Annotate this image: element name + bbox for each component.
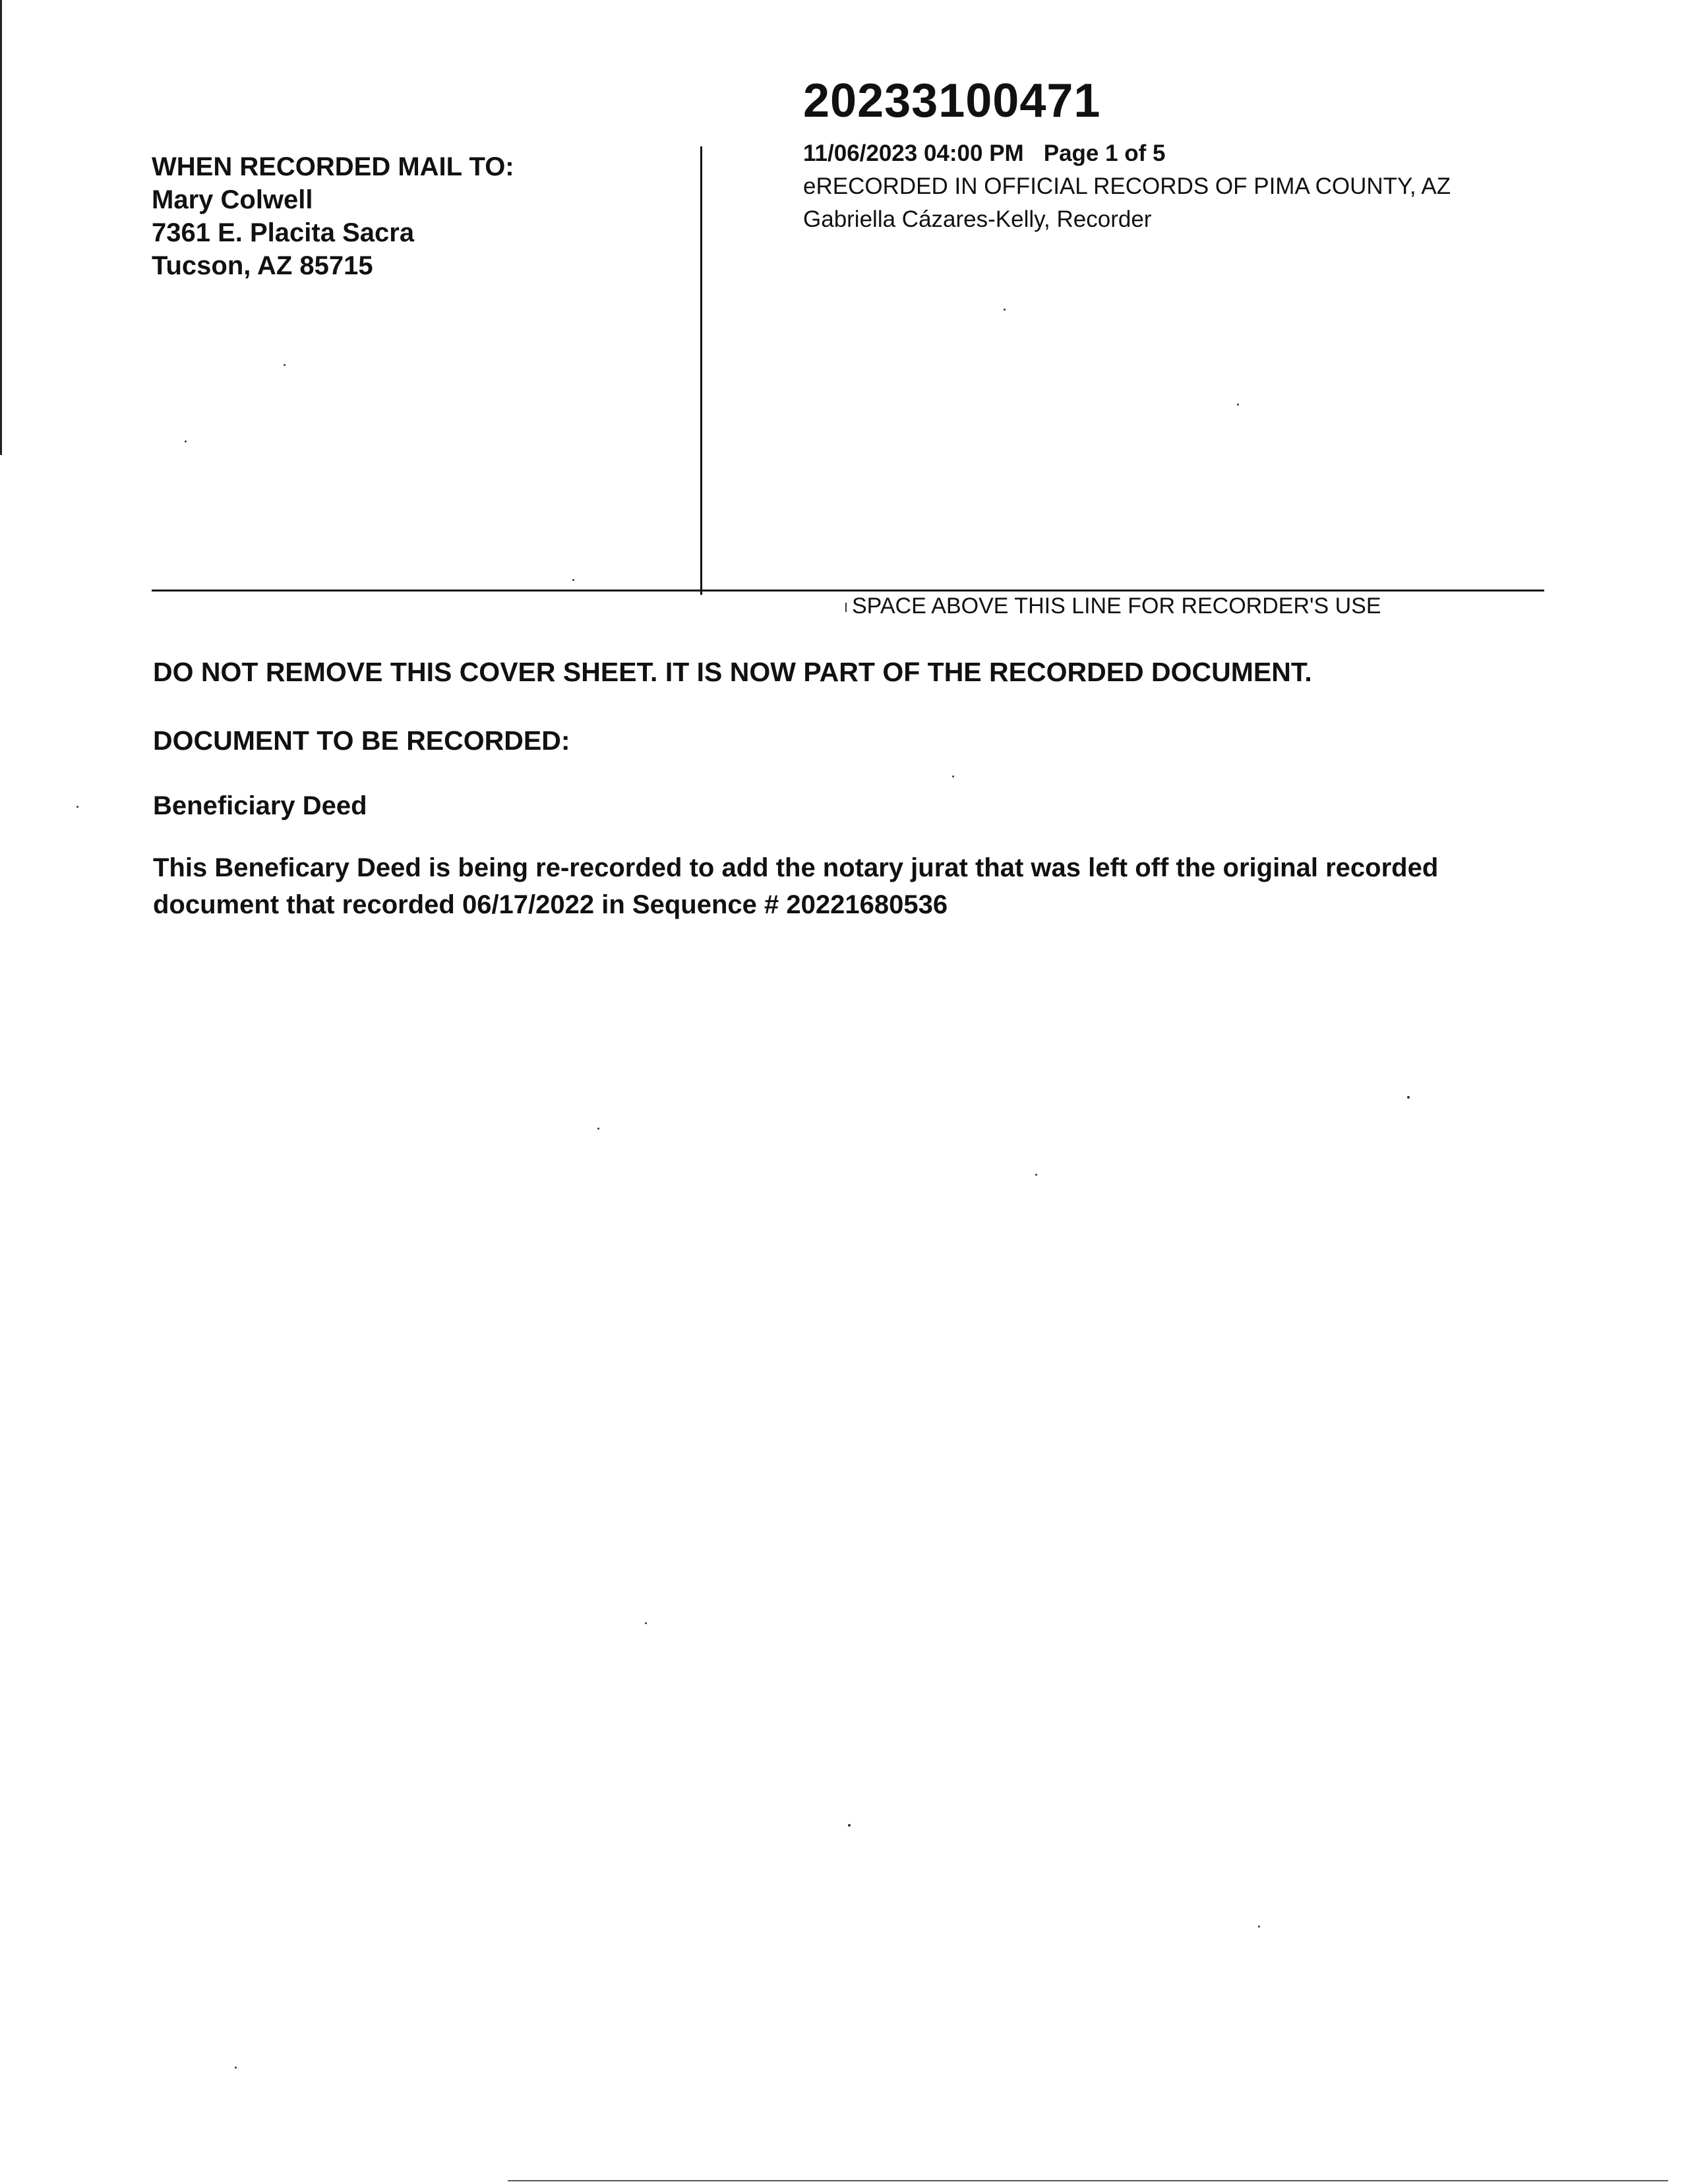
scan-edge-artifact [0,0,2,455]
scan-speck [185,440,187,442]
recording-number: 20233100471 [803,75,1101,127]
recorder-space-divider [152,590,1544,592]
mail-to-city: Tucson, AZ 85715 [152,251,373,280]
mail-to-name: Mary Colwell [152,185,313,214]
cover-sheet-notice: DO NOT REMOVE THIS COVER SHEET. IT IS NOW PART OF THE RECORDED DOCUMENT. [153,657,1312,687]
mail-to-street: 7361 E. Placita Sacra [152,218,415,247]
scan-speck [572,579,574,581]
scan-speck [1035,1174,1037,1176]
recorder-use-label: SPACE ABOVE THIS LINE FOR RECORDER'S USE [852,593,1381,619]
page-info: Page 1 of 5 [1043,140,1166,166]
recorder-name: Gabriella Cázares-Kelly, Recorder [803,206,1152,232]
recording-datetime: 11/06/2023 04:00 PM [803,140,1024,166]
scan-speck [645,1622,647,1624]
document-note [153,849,1538,923]
bottom-scan-line [508,2180,1668,2181]
document-heading: DOCUMENT TO BE RECORDED: [153,725,570,756]
scan-speck [1407,1096,1410,1099]
scan-speck [1258,1926,1260,1927]
scan-speck [1004,309,1006,311]
scan-speck [597,1128,599,1130]
scan-speck [284,364,286,366]
scan-speck [235,2067,237,2069]
scan-speck [76,806,78,808]
recording-info-block [803,137,1451,236]
recorded-in: eRECORDED IN OFFICIAL RECORDS OF PIMA COUNTY, AZ [803,173,1451,199]
scan-speck [1237,404,1239,406]
document-type: Beneficiary Deed [153,791,367,820]
scan-speck [952,775,954,777]
scan-speck [848,1824,851,1827]
document-note-line-1: This Beneficary Deed is being re-recorded to add the notary jurat that was left off the original recorded [153,853,1439,882]
mail-to-heading: WHEN RECORDED MAIL TO: [152,152,514,181]
mail-to-block [152,150,514,282]
recording-datetime-line [803,137,1451,170]
vertical-divider [700,146,702,595]
document-note-line-2: document that recorded 06/17/2022 in Sequence # 20221680536 [153,890,948,919]
